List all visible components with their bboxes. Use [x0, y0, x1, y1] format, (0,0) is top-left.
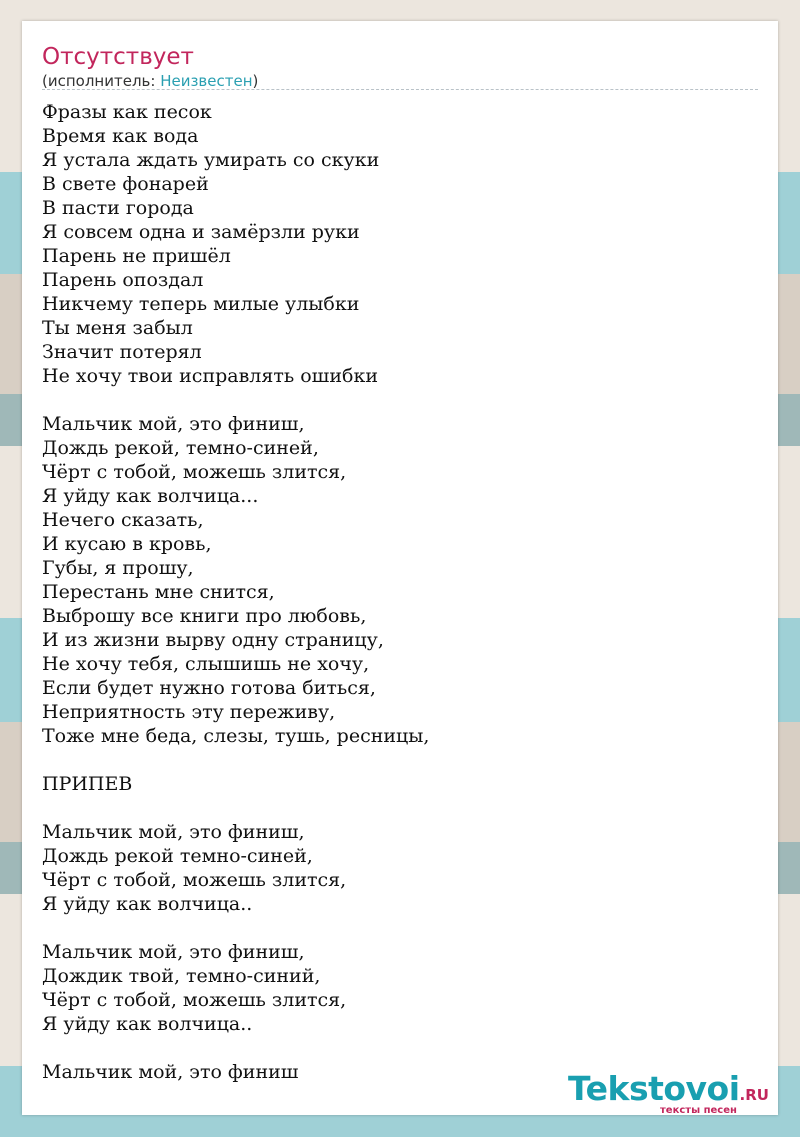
artist-line [42, 72, 258, 90]
artist-link[interactable]: Неизвестен [160, 72, 253, 90]
site-logo[interactable] [568, 1069, 769, 1116]
lyric-line: Мальчик мой, это финиш, [42, 821, 305, 843]
lyric-line: В пасти города [42, 197, 194, 219]
lyrics-text [42, 100, 758, 1084]
lyric-line: Не хочу твои исправлять ошибки [42, 365, 378, 387]
logo-tld: .RU [739, 1086, 769, 1104]
lyric-line: Я уйду как волчица.. [42, 1013, 253, 1035]
lyric-line: Дождик твой, темно-синий, [42, 965, 321, 987]
artist-prefix: (исполнитель: [42, 72, 161, 90]
stanza-gap [42, 748, 758, 772]
lyric-line: Я уйду как волчица.. [42, 893, 253, 915]
lyric-line: Я совсем одна и замёрзли руки [42, 221, 360, 243]
lyric-line: ПРИПЕВ [42, 773, 133, 795]
lyric-line: Время как вода [42, 125, 199, 147]
song-title: Отсутствует [42, 44, 194, 70]
lyric-line: Тоже мне беда, слезы, тушь, ресницы, [42, 725, 430, 747]
lyric-line: Если будет нужно готова биться, [42, 677, 376, 699]
lyric-line: Мальчик мой, это финиш [42, 1061, 299, 1083]
lyric-line: Нечего сказать, [42, 509, 204, 531]
stanza-gap [42, 1036, 758, 1060]
lyric-line: Чёрт с тобой, можешь злится, [42, 869, 347, 891]
lyric-line: Дождь рекой темно-синей, [42, 845, 313, 867]
lyric-line: Чёрт с тобой, можешь злится, [42, 461, 347, 483]
lyric-line: Мальчик мой, это финиш, [42, 941, 305, 963]
title-divider [42, 89, 758, 90]
lyric-line: Фразы как песок [42, 101, 212, 123]
lyric-line: Перестань мне снится, [42, 581, 275, 603]
lyric-line: Чёрт с тобой, можешь злится, [42, 989, 347, 1011]
lyric-line: Выброшу все книги про любовь, [42, 605, 367, 627]
lyrics-card [22, 21, 778, 1115]
lyric-line: В свете фонарей [42, 173, 209, 195]
lyric-line: Мальчик мой, это финиш, [42, 413, 305, 435]
lyric-line: Значит потерял [42, 341, 202, 363]
stanza-gap [42, 388, 758, 412]
lyric-line: Я устала ждать умирать со скуки [42, 149, 380, 171]
lyric-line: Никчему теперь милые улыбки [42, 293, 360, 315]
stanza-gap [42, 916, 758, 940]
lyric-line: Парень опоздал [42, 269, 204, 291]
lyric-line: Я уйду как волчица... [42, 485, 259, 507]
lyric-line: И кусаю в кровь, [42, 533, 212, 555]
lyric-line: Дождь рекой, темно-синей, [42, 437, 319, 459]
lyric-line: Не хочу тебя, слышишь не хочу, [42, 653, 370, 675]
logo-tagline: тексты песен [660, 1105, 737, 1116]
lyric-line: Парень не пришёл [42, 245, 231, 267]
lyric-line: Губы, я прошу, [42, 557, 194, 579]
artist-suffix: ) [252, 72, 259, 90]
stanza-gap [42, 796, 758, 820]
lyric-line: И из жизни вырву одну страницу, [42, 629, 384, 651]
lyric-line: Неприятность эту переживу, [42, 701, 336, 723]
lyric-line: Ты меня забыл [42, 317, 193, 339]
logo-wordmark: Tekstovoi [568, 1069, 740, 1108]
